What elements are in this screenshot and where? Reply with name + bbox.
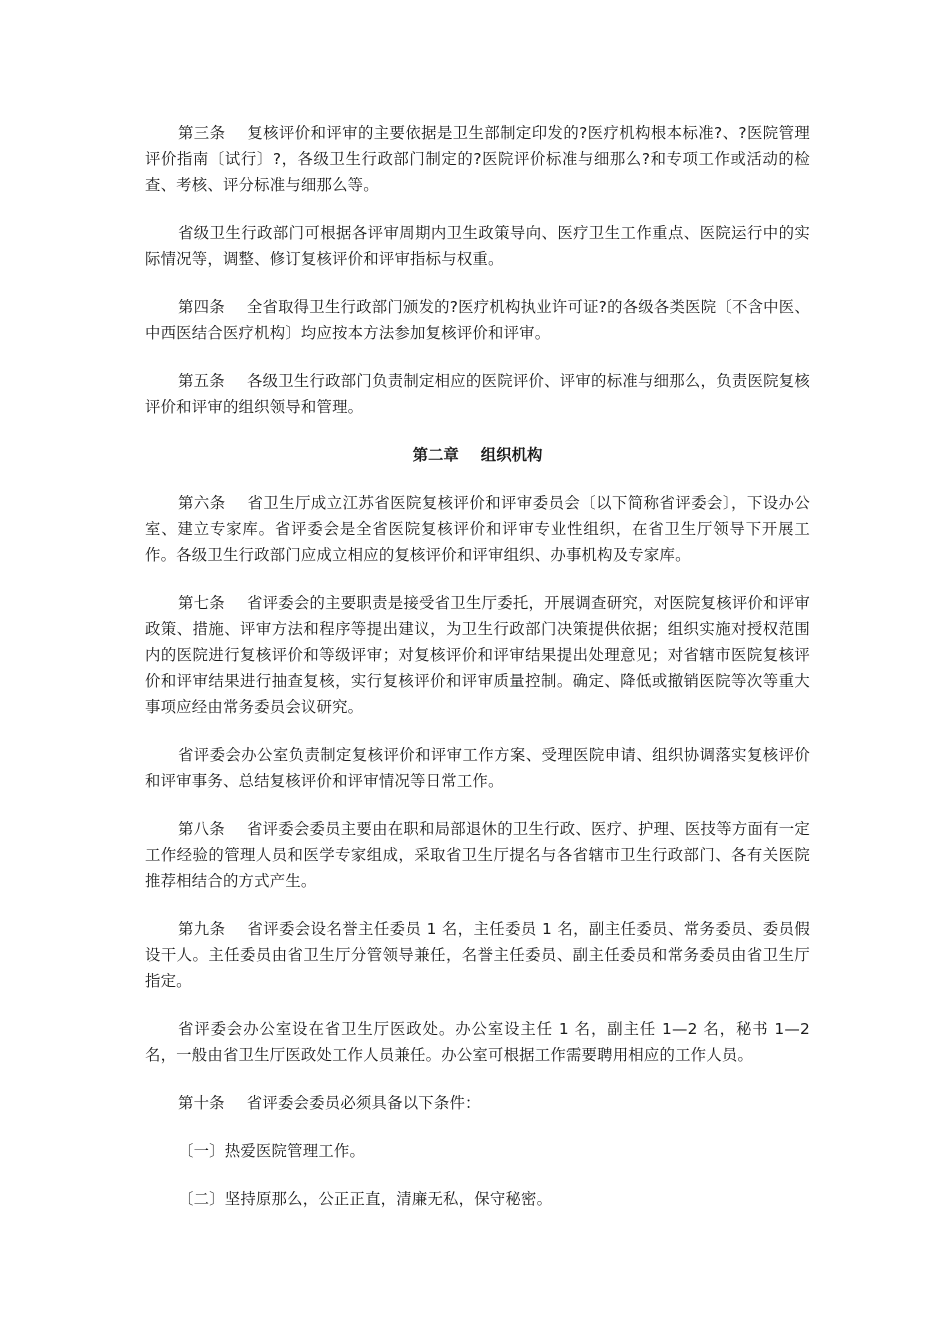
paragraph-article-4 xyxy=(145,294,810,346)
article-text: 省评委会委员主要由在职和局部退休的卫生行政、医疗、护理、医技等方面有一定工作经验的管理人员和医学专家组成，采取省卫生厅提名与各省辖市卫生行政部门、各有关医院推荐相结合的方式产生。 xyxy=(145,820,810,890)
article-text: 全省取得卫生行政部门颁发的?医疗机构执业许可证?的各级各类医院〔不含中医、中西医结合医疗机构〕均应按本方法参加复核评价和评审。 xyxy=(145,298,810,342)
paragraph-article-6 xyxy=(145,490,810,568)
chapter-number: 第二章 xyxy=(412,446,459,464)
paragraph-article-7 xyxy=(145,590,810,720)
article-number: 第八条 xyxy=(178,820,225,838)
paragraph-article-7-cont xyxy=(145,742,810,794)
paragraph-article-9 xyxy=(145,916,810,994)
article-text: 省级卫生行政部门可根据各评审周期内卫生政策导向、医疗卫生工作重点、医院运行中的实际情况等，调整、修订复核评价和评审指标与权重。 xyxy=(145,224,810,268)
article-text: 省评委会办公室设在省卫生厅医政处。办公室设主任 1 名，副主任 1—2 名，秘书 1—2 名，一般由省卫生厅医政处工作人员兼任。办公室可根据工作需要聘用相应的工作人员。 xyxy=(145,1020,810,1064)
paragraph-article-9-cont xyxy=(145,1016,810,1068)
list-item: 〔一〕热爱医院管理工作。 xyxy=(178,1142,366,1160)
paragraph-article-3 xyxy=(145,120,810,198)
article-number: 第五条 xyxy=(178,372,225,390)
article-number: 第四条 xyxy=(178,298,225,316)
article-number: 第十条 xyxy=(178,1094,225,1112)
chapter-title: 组织机构 xyxy=(480,446,543,464)
article-text: 省评委会设名誉主任委员 1 名，主任委员 1 名，副主任委员、常务委员、委员假设干人。主任委员由省卫生厅分管领导兼任，名誉主任委员、副主任委员和常务委员由省卫生厅指定。 xyxy=(145,920,810,990)
paragraph-article-3-cont xyxy=(145,220,810,272)
article-text: 省评委会办公室负责制定复核评价和评审工作方案、受理医院申请、组织协调落实复核评价和评审事务、总结复核评价和评审情况等日常工作。 xyxy=(145,746,810,790)
article-text: 复核评价和评审的主要依据是卫生部制定印发的?医疗机构根本标准?、?医院管理评价指南〔试行〕?，各级卫生行政部门制定的?医院评价标准与细那么?和专项工作或活动的检查、考核、评分标准与细那么等。 xyxy=(145,124,810,194)
article-number: 第七条 xyxy=(178,594,225,612)
article-text: 各级卫生行政部门负责制定相应的医院评价、评审的标准与细那么，负责医院复核评价和评审的组织领导和管理。 xyxy=(145,372,810,416)
article-text: 省评委会的主要职责是接受省卫生厅委托，开展调查研究，对医院复核评价和评审政策、措施、评审方法和程序等提出建议，为卫生行政部门决策提供依据；组织实施对授权范围内的医院进行复核评价和等级评审；对复核评价和评审结果提出处理意见；对省辖市医院复核评价和评审结果进行抽查复核，实行复核评价和评审质量控制。确定、降低或撤销医院等次等重大事项应经由常务委员会议研究。 xyxy=(145,594,810,716)
article-number: 第三条 xyxy=(178,124,226,142)
paragraph-article-8 xyxy=(145,816,810,894)
article-text: 省卫生厅成立江苏省医院复核评价和评审委员会〔以下简称省评委会〕，下设办公室、建立专家库。省评委会是全省医院复核评价和评审专业性组织，在省卫生厅领导下开展工作。各级卫生行政部门应成立相应的复核评价和评审组织、办事机构及专家库。 xyxy=(145,494,810,564)
article-text: 省评委会委员必须具备以下条件： xyxy=(246,1094,481,1112)
chapter-heading xyxy=(145,442,810,468)
list-item: 〔二〕坚持原那么，公正正直，清廉无私，保守秘密。 xyxy=(178,1190,553,1208)
paragraph-article-5 xyxy=(145,368,810,420)
article-number: 第九条 xyxy=(178,920,226,938)
article-number: 第六条 xyxy=(178,494,226,512)
paragraph-article-10 xyxy=(145,1090,810,1116)
